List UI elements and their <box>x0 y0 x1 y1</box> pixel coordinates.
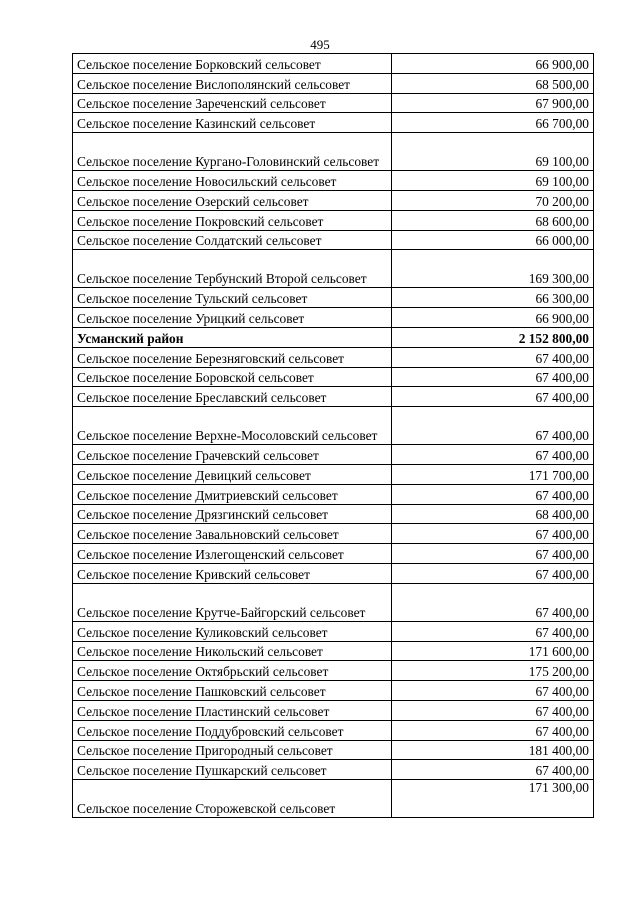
amount-cell: 67 900,00 <box>392 93 594 113</box>
settlement-name-cell: Сельское поселение Куликовский сельсовет <box>73 621 392 641</box>
amount-cell: 171 600,00 <box>392 641 594 661</box>
table-row <box>73 760 594 780</box>
table-row <box>73 621 594 641</box>
table-row <box>73 73 594 93</box>
settlement-name-cell: Сельское поселение Тульский сельсовет <box>73 288 392 308</box>
amount-cell: 69 100,00 <box>392 171 594 191</box>
amount-cell: 175 200,00 <box>392 661 594 681</box>
settlement-name-cell: Сельское поселение Дмитриевский сельсовет <box>73 484 392 504</box>
settlement-name-cell: Сельское поселение Новосильский сельсовет <box>73 171 392 191</box>
district-total-row <box>73 327 594 347</box>
table-row <box>73 780 594 818</box>
amount-cell: 67 400,00 <box>392 720 594 740</box>
table-row <box>73 387 594 407</box>
settlement-name-cell: Сельское поселение Кургано-Головинский сельсовет <box>73 133 392 171</box>
amount-cell: 66 300,00 <box>392 288 594 308</box>
settlement-name-cell: Сельское поселение Боровской сельсовет <box>73 367 392 387</box>
table-row <box>73 54 594 74</box>
table-body <box>73 54 594 818</box>
amount-cell: 70 200,00 <box>392 190 594 210</box>
table-row <box>73 347 594 367</box>
budget-allocation-table <box>72 53 594 818</box>
amount-cell: 69 100,00 <box>392 133 594 171</box>
table-row <box>73 288 594 308</box>
amount-cell: 171 300,00 <box>392 780 594 818</box>
settlement-name-cell: Сельское поселение Верхне-Мосоловский сельсовет <box>73 407 392 445</box>
amount-cell: 68 500,00 <box>392 73 594 93</box>
table-row <box>73 504 594 524</box>
amount-cell: 67 400,00 <box>392 367 594 387</box>
amount-cell: 67 400,00 <box>392 583 594 621</box>
settlement-name-cell: Сельское поселение Крутче-Байгорский сельсовет <box>73 583 392 621</box>
table-row <box>73 210 594 230</box>
table-row <box>73 171 594 191</box>
settlement-name-cell: Сельское поселение Кривский сельсовет <box>73 563 392 583</box>
settlement-name-cell: Сельское поселение Девицкий сельсовет <box>73 464 392 484</box>
settlement-name-cell: Сельское поселение Солдатский сельсовет <box>73 230 392 250</box>
amount-cell: 67 400,00 <box>392 445 594 465</box>
amount-cell: 67 400,00 <box>392 544 594 564</box>
amount-cell: 66 000,00 <box>392 230 594 250</box>
table-row <box>73 133 594 171</box>
settlement-name-cell: Сельское поселение Зареченский сельсовет <box>73 93 392 113</box>
settlement-name-cell: Сельское поселение Вислополянский сельсовет <box>73 73 392 93</box>
amount-cell: 67 400,00 <box>392 700 594 720</box>
amount-cell: 67 400,00 <box>392 484 594 504</box>
settlement-name-cell: Сельское поселение Березняговский сельсовет <box>73 347 392 367</box>
settlement-name-cell: Сельское поселение Покровский сельсовет <box>73 210 392 230</box>
amount-cell: 2 152 800,00 <box>392 327 594 347</box>
table-row <box>73 484 594 504</box>
settlement-name-cell: Сельское поселение Казинский сельсовет <box>73 113 392 133</box>
settlement-name-cell: Сельское поселение Борковский сельсовет <box>73 54 392 74</box>
table-row <box>73 524 594 544</box>
table-row <box>73 93 594 113</box>
table-row <box>73 681 594 701</box>
settlement-name-cell: Сельское поселение Пластинский сельсовет <box>73 700 392 720</box>
table-row <box>73 367 594 387</box>
amount-cell: 67 400,00 <box>392 563 594 583</box>
settlement-name-cell: Сельское поселение Пушкарский сельсовет <box>73 760 392 780</box>
amount-cell: 67 400,00 <box>392 621 594 641</box>
amount-cell: 67 400,00 <box>392 681 594 701</box>
settlement-name-cell: Сельское поселение Урицкий сельсовет <box>73 308 392 328</box>
page-number: 495 <box>310 37 330 52</box>
amount-cell: 171 700,00 <box>392 464 594 484</box>
settlement-name-cell: Сельское поселение Сторожевской сельсовет <box>73 780 392 818</box>
table-row <box>73 445 594 465</box>
amount-cell: 67 400,00 <box>392 760 594 780</box>
table-row <box>73 308 594 328</box>
amount-cell: 67 400,00 <box>392 524 594 544</box>
table-row <box>73 661 594 681</box>
table-row <box>73 563 594 583</box>
settlement-name-cell: Сельское поселение Завальновский сельсовет <box>73 524 392 544</box>
table-row <box>73 230 594 250</box>
amount-cell: 169 300,00 <box>392 250 594 288</box>
table-row <box>73 544 594 564</box>
amount-cell: 66 900,00 <box>392 308 594 328</box>
settlement-name-cell: Сельское поселение Пригородный сельсовет <box>73 740 392 760</box>
settlement-name-cell: Сельское поселение Никольский сельсовет <box>73 641 392 661</box>
table-row <box>73 250 594 288</box>
amount-cell: 68 600,00 <box>392 210 594 230</box>
table-row <box>73 740 594 760</box>
amount-cell: 67 400,00 <box>392 387 594 407</box>
settlement-name-cell: Усманский район <box>73 327 392 347</box>
settlement-name-cell: Сельское поселение Дрязгинский сельсовет <box>73 504 392 524</box>
table-row <box>73 190 594 210</box>
settlement-name-cell: Сельское поселение Излегощенский сельсовет <box>73 544 392 564</box>
table-row <box>73 700 594 720</box>
amount-cell: 181 400,00 <box>392 740 594 760</box>
settlement-name-cell: Сельское поселение Пашковский сельсовет <box>73 681 392 701</box>
table-row <box>73 583 594 621</box>
amount-cell: 66 700,00 <box>392 113 594 133</box>
amount-cell: 66 900,00 <box>392 54 594 74</box>
settlement-name-cell: Сельское поселение Озерский сельсовет <box>73 190 392 210</box>
settlement-name-cell: Сельское поселение Октябрьский сельсовет <box>73 661 392 681</box>
amount-cell: 68 400,00 <box>392 504 594 524</box>
table-row <box>73 464 594 484</box>
table-row <box>73 407 594 445</box>
amount-cell: 67 400,00 <box>392 407 594 445</box>
settlement-name-cell: Сельское поселение Тербунский Второй сельсовет <box>73 250 392 288</box>
table-row <box>73 641 594 661</box>
settlement-name-cell: Сельское поселение Поддубровский сельсовет <box>73 720 392 740</box>
table-row <box>73 113 594 133</box>
amount-cell: 67 400,00 <box>392 347 594 367</box>
settlement-name-cell: Сельское поселение Бреславский сельсовет <box>73 387 392 407</box>
table-row <box>73 720 594 740</box>
settlement-name-cell: Сельское поселение Грачевский сельсовет <box>73 445 392 465</box>
